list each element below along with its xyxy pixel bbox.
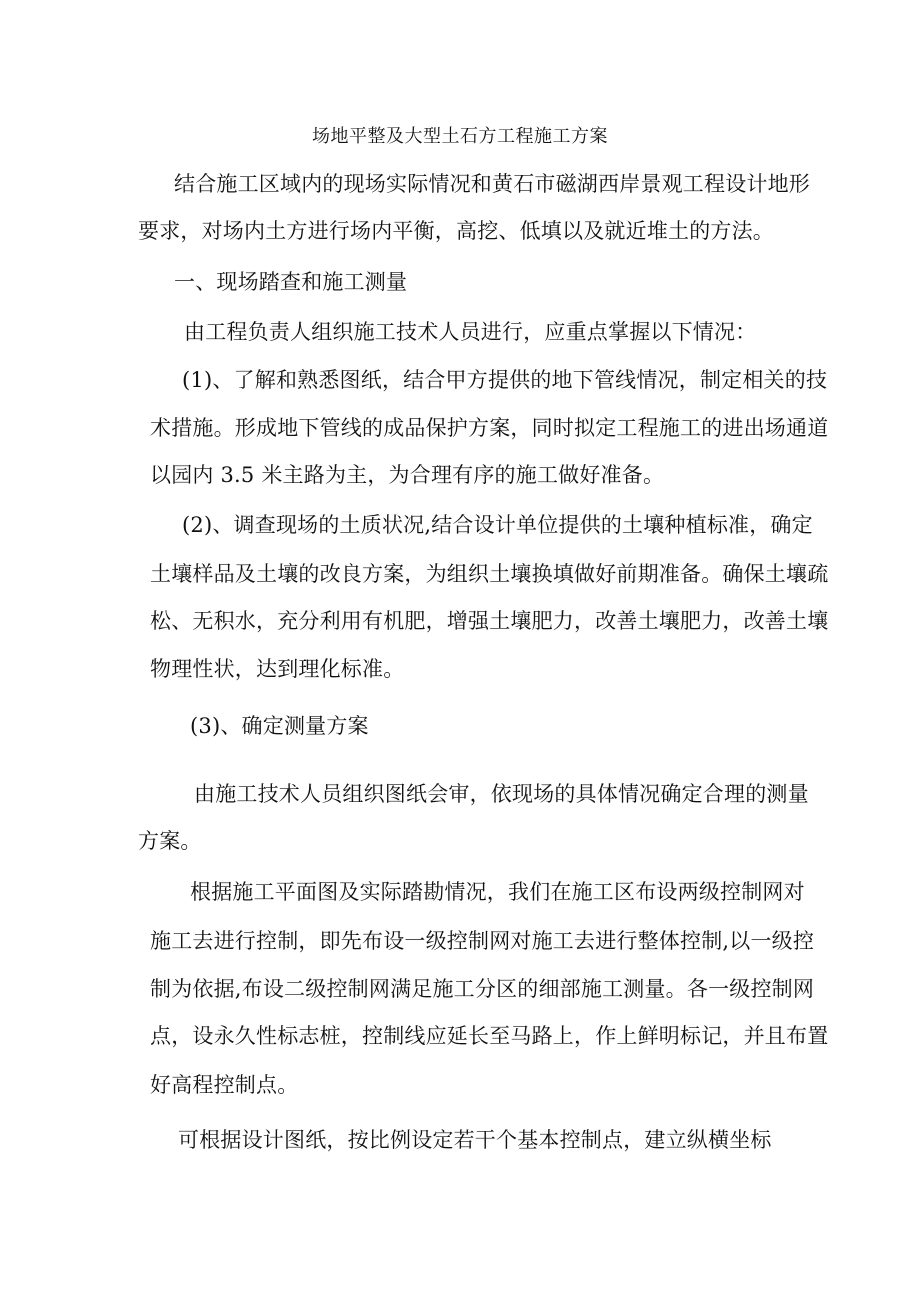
- paragraph-line: 物理性状，达到理化标准。: [150, 657, 405, 681]
- paragraph-line: 结合施工区域内的现场实际情况和黄石市磁湖西岸景观工程设计地形: [174, 172, 810, 196]
- paragraph-line: 松、无积水，充分利用有机肥，增强土壤肥力，改善土壤肥力，改善土壤: [150, 609, 829, 633]
- paragraph-line: 由工程负责人组织施工技术人员进行，应重点掌握以下情况：: [184, 320, 757, 344]
- paragraph-line: 施工去进行控制，即先布设一级控制网对施工去进行整体控制,以一级控: [150, 929, 815, 953]
- paragraph-line: 由施工技术人员组织图纸会审，依现场的具体情况确定合理的测量: [194, 782, 809, 806]
- paragraph-line: 以园内 3.5 米主路为主，为合理有序的施工做好准备。: [150, 463, 665, 487]
- subsection-heading: (3)、确定测量方案: [190, 714, 369, 738]
- paragraph-line: 点，设永久性标志桩，控制线应延长至马路上，作上鲜明标记，并且布置: [150, 1024, 829, 1048]
- paragraph-line: 术措施。形成地下管线的成品保护方案，同时拟定工程施工的进出场通道: [150, 416, 829, 440]
- paragraph-line: 土壤样品及土壤的改良方案，为组织土壤换填做好前期准备。确保土壤疏: [150, 562, 829, 586]
- paragraph-line: 要求，对场内土方进行场内平衡，高挖、低填以及就近堆土的方法。: [138, 219, 774, 243]
- document-title: 场地平整及大型土石方工程施工方案: [312, 126, 608, 147]
- paragraph-line: 好高程控制点。: [150, 1073, 299, 1097]
- paragraph-line: 根据施工平面图及实际踏勘情况，我们在施工区布设两级控制网对: [190, 880, 805, 904]
- paragraph-line: 方案。: [138, 829, 202, 853]
- paragraph-line: (1)、了解和熟悉图纸，结合甲方提供的地下管线情况，制定相关的技: [182, 368, 828, 392]
- section-heading: 一、现场踏查和施工测量: [174, 270, 408, 294]
- paragraph-line: 制为依据,布设二级控制网满足施工分区的细部施工测量。各一级控制网: [150, 977, 815, 1001]
- paragraph-line: 可根据设计图纸，按比例设定若干个基本控制点，建立纵横坐标: [178, 1128, 772, 1152]
- paragraph-line: (2)、调查现场的土质状况,结合设计单位提供的土壤种植标准，确定: [182, 513, 813, 537]
